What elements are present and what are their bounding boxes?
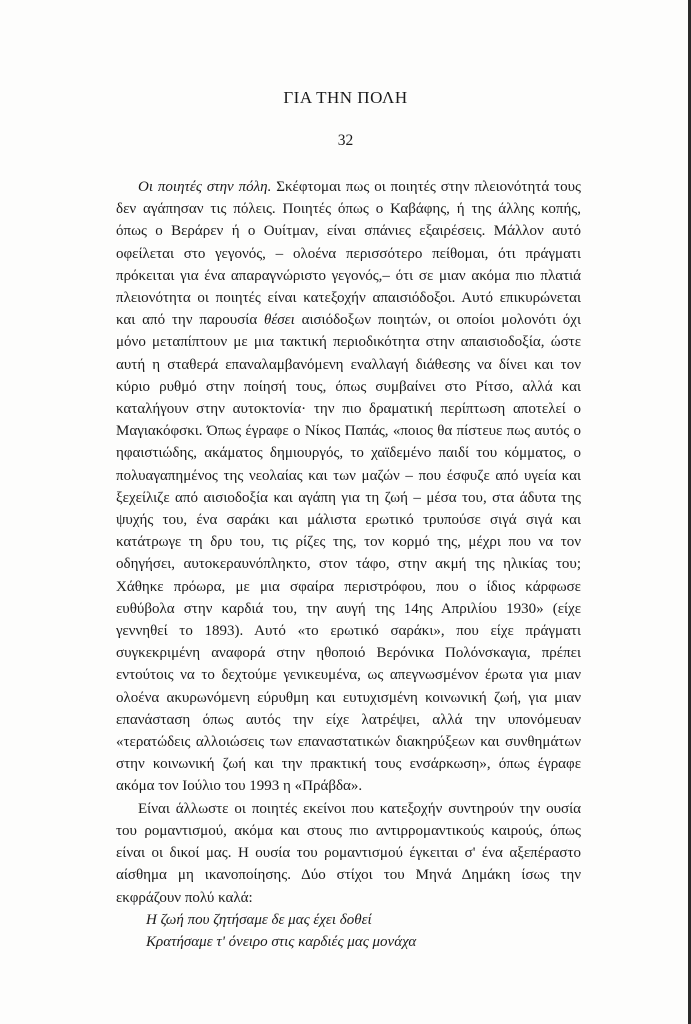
page-number: 32	[337, 132, 354, 149]
verse-line-2: Κρατήσαμε τ' όνειρο στις καρδιές μας μονάχα	[146, 933, 417, 950]
paragraph-1	[116, 176, 581, 798]
verse-quote	[116, 909, 581, 953]
verse-line-1: Η ζωή που ζητήσαμε δε μας έχει δοθεί	[146, 911, 372, 928]
body-text	[116, 176, 581, 953]
paragraph-2: Είναι άλλωστε οι ποιητές εκείνοι που κατεξοχήν συντηρούν την ουσία του ρομαντισμού, ακόμα και στους πιο αντιρρομαντικούς καιρούς, όπως είναι οι δικοί μας. Η ουσία του ρομαντισμού έγκειται σ' ένα αξεπέραστο αίσθημα μη ικανοποίησης. Δύο στίχοι του Μηνά Δημάκη ίσως την εκφράζουν πολύ καλά:	[116, 800, 581, 906]
italic-term: θέσει	[264, 312, 295, 329]
paragraph-1-part-a: Σκέφτομαι πως οι ποιητές στην πλειονότητά τους δεν αγάπησαν τις πόλεις. Ποιητές όπως ο Καβάφης, ή της άλλης κοπής, όπως ο Βεράρεν ή ο Ουίτμαν, είναι σπάνιες εξαιρέσεις. Μάλλον αυτό οφείλεται στο γεγονός, – ολοένα περισσότερο πείθομαι, ότι πράγματι πρόκειται για ένα απαραγνώριστο γεγονός,– ότι σε μιαν ακόμα πιο πλατιά πλειονότητα οι ποιητές είναι κατεξοχήν απαισιόδοξοι. Αυτό επικυρώνεται και από την παρουσία	[116, 179, 581, 329]
paragraph-1-part-b: αισιόδοξων ποιητών, οι οποίοι μολονότι όχι μόνο μεταπίπτουν με μια τακτική περιοδικότητα στην απαισιοδοξία, ώστε αυτή η σταθερά επαναλαμβανόμενη εναλλαγή διάθεσης να δίνει και τον κύριο ρυθμό στην ποίησή τους, όπως συμβαίνει στο Ρίτσο, αλλά και καταλήγουν στην αυτοκτονία· την πιο δραματική περίπτωση αποτελεί ο Μαγιακόφσκι. Όπως έγραφε ο Νίκος Παπάς, «ποιος θα πίστευε πως αυτός ο ηφαιστιώδης, ακάματος δημιουργός, το χαϊδεμένο παιδί του κόμματος, ο πολυαγαπημένος της νεολαίας και των μαζών – που έσφυζε από υγεία και ξεχείλιζε από αισιοδοξία και αγάπη για τη ζωή – μέσα του, στα άδυτα της ψυχής του, ένα σαράκι και μάλιστα ερωτικό τρυπούσε σιγά σιγά και κατάτρωγε τη δρυ του, τις ρίζες της, τον κορμό της, μέχρι που να τον οδηγήσει, αυτοκεραυνόπληκτο, στον τάφο, στην ακμή της ηλικίας του; Χάθηκε πρόωρα, με μια σφαίρα περιστρόφου, που ο ίδιος κάρφωσε ευθύβολα στην καρδιά του, την αυγή της 14ης Απριλίου 1930» (είχε γεννηθεί το 1893). Αυτό «το ερωτικό σαράκι», που είχε πράγματι συγκεκριμένη αναφορά στην ηθοποιό Βερόνικα Πολόνσκαγια, πρέπει εντούτοις να το δεχτούμε γενικευμένα, ως απεγνωσμένον έρωτα για μιαν ολοένα ακυρωνόμενη εύρυθμη και ευτυχισμένη κοινωνική ζωή, για μιαν επανάσταση όπως αυτός την είχε λατρέψει, αλλά την υπονόμευαν «τερατώδεις αλλοιώσεις των επαναστατικών διακηρύξεων και συνθημάτων στην κοινωνική ζωή και την πρακτική τους ενσάρκωση», όπως έγραφε ακόμα τον Ιούλιο του 1993 η «Πράβδα».	[116, 312, 581, 795]
running-title: ΓΙΑ ΤΗΝ ΠΟΛΗ	[283, 88, 408, 107]
section-lead: Οι ποιητές στην πόλη.	[138, 179, 272, 195]
